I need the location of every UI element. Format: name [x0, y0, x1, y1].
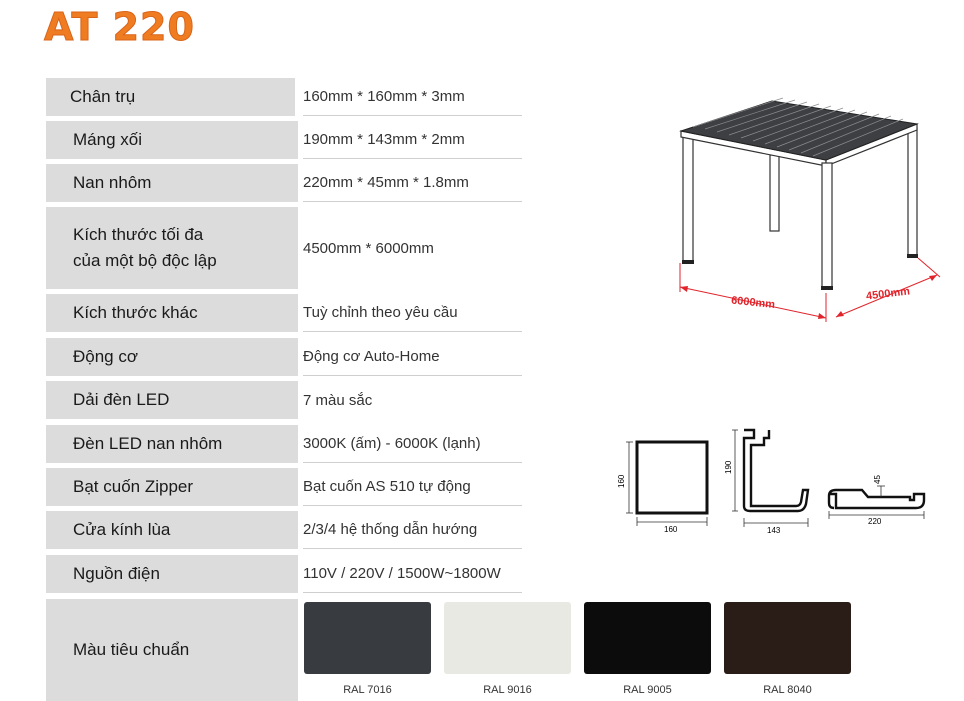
spec-value: 3000K (ấm) - 6000K (lạnh) [303, 425, 522, 463]
post-height-label: 160 [617, 474, 626, 488]
spec-row-power [46, 555, 522, 593]
spec-row-motor [46, 338, 522, 376]
gutter-height-label: 190 [724, 460, 733, 474]
spec-row-other-size [46, 294, 522, 332]
spec-label: Nguồn điện [46, 555, 298, 593]
spec-value: 7 màu sắc [303, 391, 373, 409]
spec-value: 4500mm * 6000mm [303, 239, 434, 257]
post-profile [637, 442, 707, 513]
spec-row-louver-led [46, 425, 522, 463]
front-corner-post [822, 163, 832, 288]
spec-label: Kích thước khác [46, 294, 298, 332]
spec-label: Bạt cuốn Zipper [46, 468, 298, 506]
front-left-post [683, 134, 693, 262]
width-dimension-label: 6000mm [730, 294, 776, 312]
page-title: AT 220 [44, 5, 195, 49]
spec-value: 160mm * 160mm * 3mm [303, 78, 522, 116]
spec-value: 220mm * 45mm * 1.8mm [303, 164, 522, 202]
spec-label: Chân trụ [46, 78, 295, 116]
swatch-label: RAL 9005 [623, 684, 672, 696]
spec-row-sliding-glass [46, 511, 522, 549]
spec-row-post [46, 78, 522, 116]
profile-sections [605, 420, 945, 535]
spec-value: Bạt cuốn AS 510 tự động [303, 468, 522, 506]
spec-label: Động cơ [46, 338, 298, 376]
swatch-label: RAL 9016 [483, 684, 532, 696]
spec-label: Cửa kính lùa [46, 511, 298, 549]
spec-value: 110V / 220V / 1500W~1800W [303, 555, 522, 593]
spec-row-zipper [46, 468, 522, 506]
louver-height-label: 45 [873, 475, 882, 484]
swatch-ral-7016 [304, 602, 431, 674]
spec-label: Dải đèn LED [46, 381, 298, 419]
post-width-label: 160 [664, 525, 678, 534]
roof-louvers [681, 101, 917, 160]
spec-label: Máng xối [46, 121, 298, 159]
louver-width-label: 220 [868, 517, 882, 526]
spec-label: Kích thước tối đa của một bộ độc lập [46, 207, 298, 289]
spec-row-max-size [46, 207, 522, 289]
gutter-width-label: 143 [767, 526, 781, 535]
louver-profile [829, 490, 924, 508]
swatch-label: RAL 8040 [763, 684, 812, 696]
spec-label: Màu tiêu chuẩn [46, 599, 298, 701]
spec-row-led-strip [46, 381, 522, 419]
swatch-ral-9005 [584, 602, 711, 674]
gutter-profile [744, 430, 808, 511]
spec-value: 2/3/4 hệ thống dẫn hướng [303, 511, 522, 549]
spec-label: Đèn LED nan nhôm [46, 425, 298, 463]
spec-row-gutter [46, 121, 522, 159]
post-feet [682, 254, 918, 290]
spec-value: 190mm * 143mm * 2mm [303, 121, 522, 159]
swatch-ral-8040 [724, 602, 851, 674]
spec-row-louver [46, 164, 522, 202]
spec-value: Tuỳ chỉnh theo yêu cầu [303, 294, 522, 332]
swatch-ral-9016 [444, 602, 571, 674]
spec-label: Nan nhôm [46, 164, 298, 202]
pergola-illustration [660, 90, 950, 330]
spec-value: Động cơ Auto-Home [303, 338, 522, 376]
swatch-label: RAL 7016 [343, 684, 392, 696]
depth-dimension-label: 4500mm [865, 285, 911, 303]
